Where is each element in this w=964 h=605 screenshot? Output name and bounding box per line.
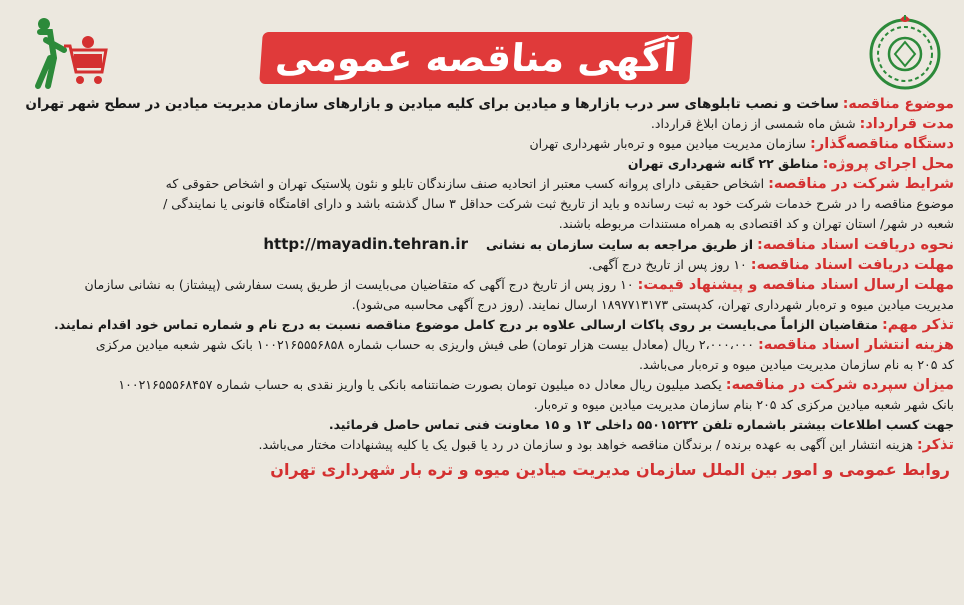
publication-fee-line <box>10 335 954 355</box>
note-line <box>10 435 954 455</box>
shopping-cart-icon <box>26 10 108 92</box>
contract-duration-label: مدت قرارداد: <box>859 116 954 132</box>
submission-deadline-line-2: مدیریت میادین میوه و تره‌بار شهرداری تهران، کدپستی ۱۸۹۷۷۱۳۱۷۳ ارسال نمایند. (روز درج آگهی محاسبه می‌شود). <box>351 297 954 312</box>
conditions-line <box>10 174 954 194</box>
website-link[interactable]: http://mayadin.tehran.ir <box>263 235 468 253</box>
contract-duration-line <box>10 114 954 134</box>
publication-fee-label: هزینه انتشار اسناد مناقصه: <box>757 337 954 353</box>
conditions-label: شرایط شرکت در مناقصه: <box>768 176 954 192</box>
publication-fee-line-2: کد ۲۰۵ به نام سازمان مدیریت میادین میوه و تره‌بار می‌باشد. <box>638 357 954 372</box>
contact-info-line: جهت کسب اطلاعات بیشتر باشماره تلفن ۵۵۰۱۵۲۳۲ داخلی ۱۳ و ۱۵ معاونت فنی تماس حاصل فرمائید. <box>328 417 954 432</box>
subject-line <box>10 94 954 114</box>
deposit-label: میزان سپرده شرکت در مناقصه: <box>725 377 954 393</box>
project-location-label: محل اجرای پروژه: <box>822 156 954 172</box>
note-label: تذکر: <box>916 437 954 453</box>
deposit-text: یکصد میلیون ریال معادل ده میلیون تومان بصورت ضمانتنامه بانکی یا واریز نقدی به حساب شماره ۱۰۰۲۱۶۵۵۵۶۸۴۵۷ <box>118 377 722 392</box>
documents-retrieval-label: نحوه دریافت اسناد مناقصه: <box>757 237 954 253</box>
tender-organizer-text: سازمان مدیریت میادین میوه و تره‌بار شهرداری تهران <box>529 136 807 151</box>
documents-deadline-text: ۱۰ روز پس از تاریخ درج آگهی. <box>588 257 747 272</box>
important-note-label: تذکر مهم: <box>881 317 954 333</box>
tender-organizer-label: دستگاه مناقصه‌گذار: <box>810 136 954 152</box>
important-note-text: متقاضیان الزاماً می‌بایست بر روی پاکات ارسالی علاوه بر درج کامل موضوع مناقصه نسبت به درج نام و شماره تماس خود اقدام نمایند. <box>54 317 878 332</box>
header <box>8 4 956 94</box>
submission-deadline-line <box>10 275 954 295</box>
publication-fee-text: ۲،۰۰۰،۰۰۰ ریال (معادل بیست هزار تومان) طی فیش واریزی به حساب شماره ۱۰۰۲۱۶۵۵۵۶۸۵۸ بانک شهر شعبه میادین مرکزی <box>95 337 754 352</box>
subject-text: ساخت و نصب تابلوهای سر درب بازارها و میادین برای کلیه میادین و بازارهای سازمان مدیریت میادین در سطح شهر تهران <box>25 96 839 112</box>
tender-organizer-line <box>10 134 954 154</box>
note-text: هزینه انتشار این آگهی به عهده برنده / برندگان مناقصه خواهد بود و سازمان در رد یا قبول یک یا کلیه پیشنهادات مختار می‌باشد. <box>258 437 913 452</box>
conditions-line-2: موضوع مناقصه را در شرح خدمات شرکت خود به ثبت رسانده و باید از تاریخ ثبت شرکت حداقل ۳ سال گذشته باشد و دارای اقامتگاه قانونی یا نمایندگی / <box>163 196 954 211</box>
deposit-line <box>10 375 954 395</box>
footer-signature: روابط عمومی و امور بین الملل سازمان مدیریت میادین میوه و تره بار شهرداری تهران <box>270 460 950 479</box>
documents-deadline-line <box>10 255 954 275</box>
conditions-text: اشخاص حقیقی دارای پروانه کسب معتبر از اتحادیه صنف سازندگان تابلو و نئون پلاستیک تهران و اشخاص حقوقی که <box>165 176 765 191</box>
important-note-line <box>10 315 954 335</box>
project-location-text: مناطق ۲۲ گانه شهرداری تهران <box>627 156 819 171</box>
documents-retrieval-text: از طریق مراجعه به سایت سازمان به نشانی <box>485 237 754 252</box>
conditions-line-3: شعبه در شهر/ استان تهران و کد اقتصادی به همراه مستندات مربوطه باشند. <box>558 216 954 231</box>
subject-label: موضوع مناقصه: <box>842 96 954 112</box>
submission-deadline-text: ۱۰ روز پس از تاریخ درج آگهی که متقاضیان می‌بایست از طریق پست سفارشی (پیشتاز) به نشانی سازمان <box>84 277 634 292</box>
submission-deadline-label: مهلت ارسال اسناد مناقصه و پیشنهاد قیمت: <box>637 277 954 293</box>
tehran-municipality-seal-icon <box>864 10 946 92</box>
deposit-line-2: بانک شهر شعبه میادین مرکزی کد ۲۰۵ بنام سازمان مدیریت میادین میوه و تره‌بار. <box>533 397 954 412</box>
project-location-line <box>10 154 954 174</box>
documents-deadline-label: مهلت دریافت اسناد مناقصه: <box>750 257 954 273</box>
documents-retrieval-line <box>10 234 954 255</box>
contract-duration-text: شش ماه شمسی از زمان ابلاغ قرارداد. <box>650 116 856 131</box>
banner-title: آگهی مناقصه عمومی <box>259 32 693 84</box>
